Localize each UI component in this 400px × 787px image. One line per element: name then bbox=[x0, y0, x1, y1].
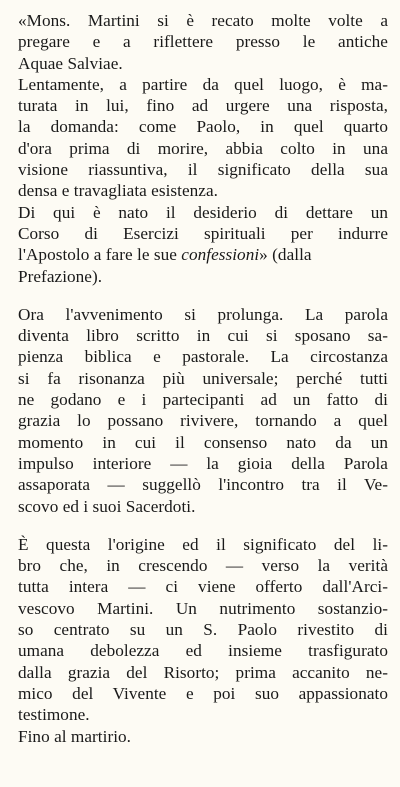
text-line: si fa risonanza più universale; perché tutti bbox=[18, 368, 388, 388]
text-line: impulso interiore — la gioia della Parola bbox=[18, 453, 388, 473]
text-line: bro che, in crescendo — verso la verità bbox=[18, 556, 388, 576]
text-line: Fino al martirio. bbox=[18, 726, 132, 746]
paragraph-3 bbox=[18, 534, 388, 747]
text-line: grazia lo possano rivivere, tornando a quel bbox=[18, 411, 388, 431]
text-line: ne godano e i partecipanti ad un fatto di bbox=[18, 390, 388, 410]
paragraph-spacer bbox=[18, 517, 388, 534]
text-line: assaporata — suggellò l'incontro tra il Ve- bbox=[18, 475, 388, 495]
italic-word: confessioni bbox=[181, 245, 260, 265]
text-line: tutta intera — ci viene offerto dall'Arci- bbox=[18, 577, 388, 597]
text-line: pregare e a riflettere presso le antiche bbox=[18, 32, 388, 52]
paragraph-2 bbox=[18, 304, 388, 517]
text-line: umana debolezza ed insieme trasfigurato bbox=[18, 641, 388, 661]
text-line: Corso di Esercizi spirituali per indurre bbox=[18, 223, 388, 243]
text-line: mico del Vivente e poi suo appassionato bbox=[18, 683, 388, 703]
text-line: visione riassuntiva, il significato della sua bbox=[18, 160, 388, 180]
text-segment: » (dalla bbox=[259, 245, 312, 265]
text-line: Prefazione). bbox=[18, 266, 103, 286]
text-line: scovo ed i suoi Sacerdoti. bbox=[18, 496, 196, 516]
text-line: diventa libro scritto in cui si sposano sa- bbox=[18, 326, 388, 346]
text-line: Lentamente, a partire da quel luogo, è ma- bbox=[18, 74, 388, 94]
text-line: turata in lui, fino ad urgere una risposta, bbox=[18, 96, 388, 116]
text-line: densa e travagliata esistenza. bbox=[18, 181, 219, 201]
text-line: la domanda: come Paolo, in quel quarto bbox=[18, 117, 388, 137]
paragraph-spacer bbox=[18, 287, 388, 304]
text-line: so centrato su un S. Paolo rivestito di bbox=[18, 620, 388, 640]
text-line: È questa l'origine ed il significato del li- bbox=[18, 534, 388, 554]
text-line: Ora l'avvenimento si prolunga. La parola bbox=[18, 304, 388, 324]
paragraph-1 bbox=[18, 10, 388, 287]
text-line: testimone. bbox=[18, 705, 90, 725]
text-line: «Mons. Martini si è recato molte volte a bbox=[18, 11, 388, 30]
text-line: pienza biblica e pastorale. La circostanza bbox=[18, 347, 388, 367]
text-segment: l'Apostolo a fare le sue bbox=[18, 245, 182, 265]
text-line: dalla grazia del Risorto; prima accanito ne- bbox=[18, 662, 388, 682]
text-line: vescovo Martini. Un nutrimento sostanzio- bbox=[18, 598, 388, 618]
text-line: Di qui è nato il desiderio di dettare un bbox=[18, 202, 388, 222]
text-line: momento in cui il consenso nato da un bbox=[18, 432, 388, 452]
text-line: Aquae Salviae. bbox=[18, 53, 123, 73]
text-line-with-italic bbox=[18, 244, 388, 265]
text-line: d'ora prima di morire, abbia colto in una bbox=[18, 138, 388, 158]
